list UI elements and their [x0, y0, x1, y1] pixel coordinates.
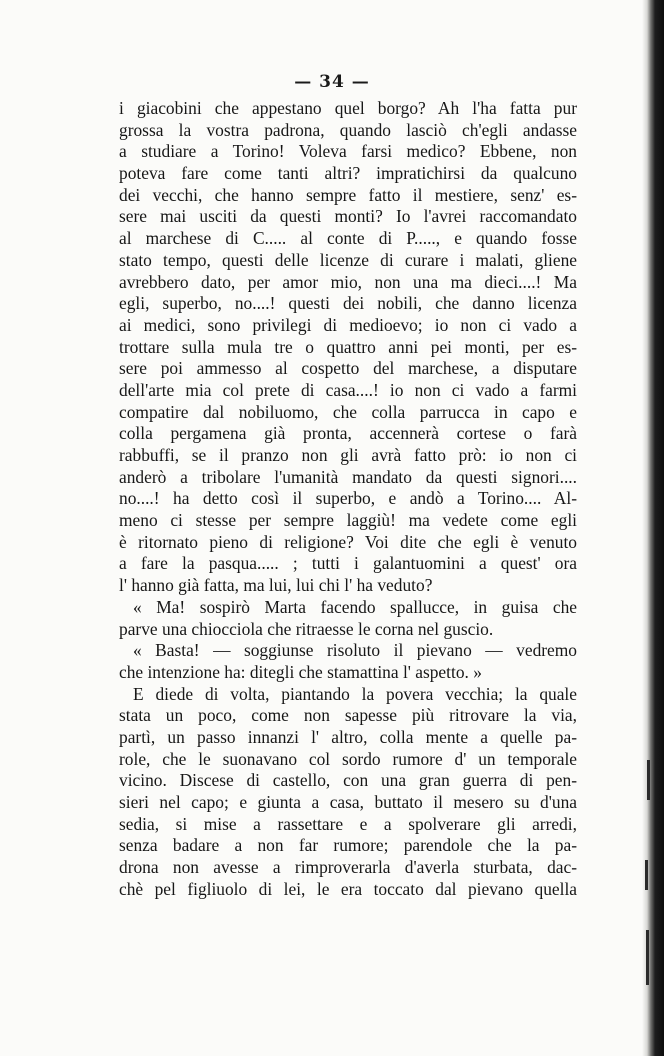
text-line: no....! ha detto così il superbo, e andò a Torino.... Al-	[119, 488, 577, 509]
text-line: parve una chiocciola che ritraesse le corna nel guscio.	[119, 618, 494, 639]
text-line: al marchese di C..... al conte di P....., e quando fosse	[119, 228, 577, 249]
text-line: che intenzione ha: ditegli che stamattina l' aspetto. »	[119, 661, 482, 682]
text-line: « Ma! sospirò Marta facendo spallucce, in guisa che	[133, 596, 577, 617]
text-line: anderò a tribolare l'umanità mandato da questi signori....	[119, 466, 577, 487]
edge-mark	[647, 760, 650, 800]
edge-mark	[645, 860, 648, 890]
edge-mark	[646, 930, 649, 985]
text-line: a studiare a Torino! Voleva farsi medico? Ebbene, non	[119, 141, 577, 162]
text-line: avrebbero dato, per amor mio, non una ma dieci....! Ma	[119, 271, 577, 292]
text-line: a fare la pasqua..... ; tutti i galantuomini a quest' ora	[119, 553, 577, 574]
text-line: chè pel figliuolo di lei, le era toccato dal pievano quella	[119, 878, 577, 899]
text-line: compatire dal nobiluomo, che colla parrucca in capo e	[119, 401, 577, 422]
text-line: drona non avesse a rimproverarla d'averla sturbata, dac-	[119, 857, 577, 878]
text-line: stata un poco, come non sapesse più ritrovare la via,	[119, 705, 577, 726]
text-line: E diede di volta, piantando la povera vecchia; la quale	[133, 683, 577, 704]
text-line: meno ci stesse per sempre laggiù! ma vedete come egli	[119, 510, 577, 531]
text-line: sieri nel capo; e giunta a casa, buttato il mesero su d'una	[119, 792, 577, 812]
text-line: role, che le suonavano col sordo rumore d' un temporale	[119, 748, 577, 769]
body-text	[119, 98, 577, 900]
text-line: egli, superbo, no....! questi dei nobili, che danno licenza	[119, 293, 577, 314]
text-line: partì, un passo innanzi l' altro, colla mente a quelle pa-	[119, 726, 577, 747]
text-line: dell'arte mia col prete di casa....! io non ci vado a farmi	[119, 379, 577, 400]
text-line: trottare sulla mula tre o quattro anni pei monti, per es-	[119, 336, 577, 357]
text-line: sedia, si mise a rassettare e a spolverare gli arredi,	[119, 813, 577, 834]
text-line: vicino. Discese di castello, con una gran guerra di pen-	[119, 770, 577, 791]
text-line: poteva fare come tanti altri? impratichirsi da qualcuno	[119, 163, 577, 184]
text-line: colla pergamena già pronta, accennerà cortese o farà	[119, 423, 577, 444]
text-line: l' hanno già fatta, ma lui, lui chi l' ha veduto?	[119, 575, 433, 596]
text-line: dei vecchi, che hanno sempre fatto il mestiere, senz' es-	[119, 184, 577, 205]
page-number: — 34 —	[294, 72, 370, 92]
text-line: « Basta! — soggiunse risoluto il pievano — vedremo	[133, 640, 577, 661]
text-line: ai medici, sono privilegi di medioevo; io non ci vado a	[119, 314, 577, 335]
text-line: stato tempo, questi delle licenze di curare i malati, gliene	[119, 249, 577, 270]
text-line: rabbuffi, se il pranzo non gli avrà fatto prò: io non ci	[119, 445, 577, 465]
text-line: sere mai usciti da questi monti? Io l'avrei raccomandato	[119, 206, 577, 227]
text-line: senza badare a non far rumore; parendole che la pa-	[119, 835, 577, 856]
text-line: grossa la vostra padrona, quando lasciò ch'egli andasse	[119, 119, 577, 140]
text-line: sere poi ammesso al cospetto del marchese, a disputare	[119, 358, 577, 379]
text-line: è ritornato pieno di religione? Voi dite che egli è venuto	[119, 531, 577, 552]
text-line: i giacobini che appestano quel borgo? Ah l'ha fatta pur	[119, 98, 577, 118]
page-binding-edge	[642, 0, 664, 1056]
